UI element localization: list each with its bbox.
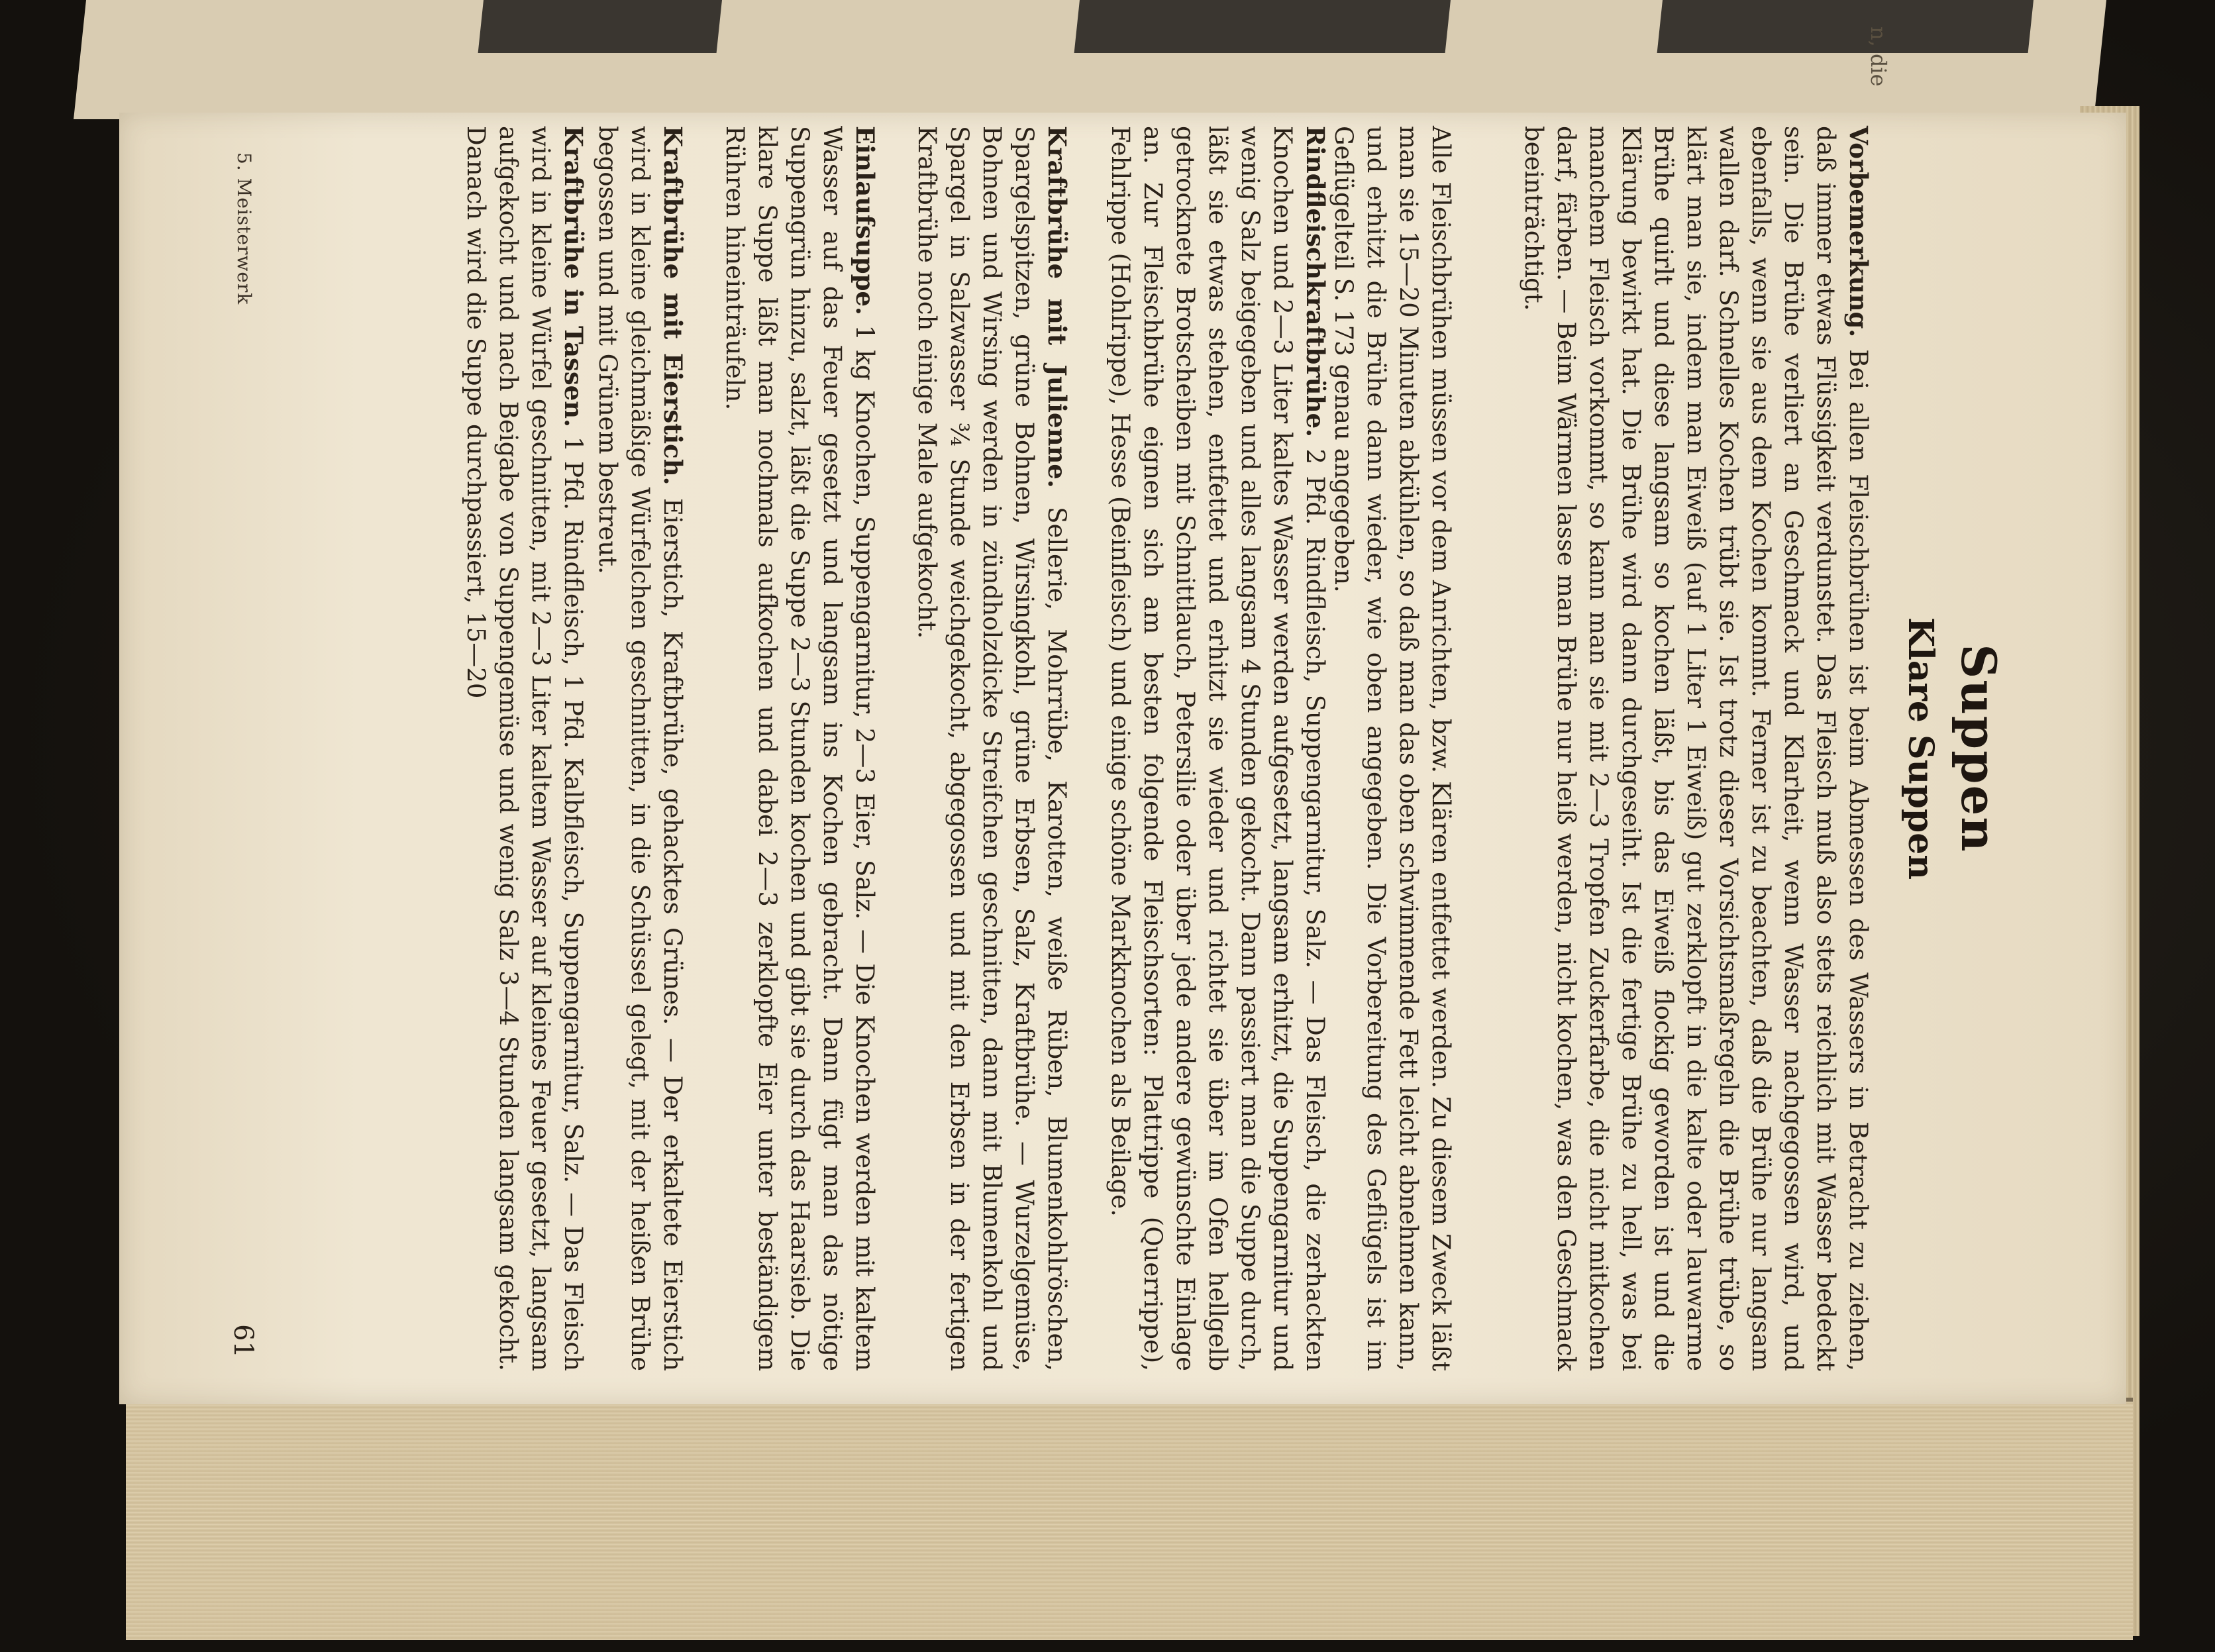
paragraph-text: Alle Fleischbrühen müssen vor dem Anrichten, bzw. Klären entfettet werden. Zu diesem Zweck läßt man sie 15—20 Minuten abkühlen, so daß man das oben schwimmende Fett leicht abnehmen kann, und erhitzt die Brühe dann wieder, wie oben angegeben. Die Vorbereitung des Geflügels ist im Geflügelteil S. 173 genau angegeben. (1329, 126, 1455, 1371)
paragraph-lead: Kraftbrühe in Tassen. (559, 126, 588, 428)
paragraph-text: 2 Pfd. Rindfleisch, Suppengarnitur, Salz. — Das Fleisch, die zerhackten Knochen und 2—3 Liter kaltes Wasser werden aufgesetzt, langsam erhitzt, die Suppengarnitur und wenig Salz beigegeben und alles langsam 4 Stunden gekocht. Dann passiert man die Suppe durch, läßt sie etwas stehen, entfettet und erhitzt sie wieder und richtet sie über im Ofen hellgelb getrocknete Brotscheiben mit Schnittlauch, Petersilie oder über jede andere gewünschte Einlage an. Zur Fleischbrühe eignen sich am besten folgende Fleischsorten: Plattrippe (Querrippe), Fehlrippe (Hohlrippe), Hesse (Beinfleisch) und einige schöne Markknochen als Beilage. (1106, 126, 1329, 1371)
page-content (185, 126, 2014, 1371)
paragraph-lead: Rindfleischkraftbrühe. (1301, 126, 1330, 438)
paragraph (1104, 126, 1331, 1371)
previous-page-fragment: n, die (1866, 26, 1891, 87)
paragraph (592, 126, 689, 1371)
paragraph-text: 1 Pfd. Rindfleisch, 1 Pfd. Kalbfleisch, Suppengarnitur, Salz. — Das Fleisch wird in kleine Würfel geschnitten, mit 2—3 Liter kaltem Wasser auf kleines Feuer gesetzt, langsam aufgekocht und nach Beigabe von Suppengemüse und wenig Salz 3—4 Stunden langsam gekocht. Danach wird die Suppe durchpassiert, 15—20 (462, 126, 588, 1371)
page-number: 61 (228, 1324, 258, 1358)
paragraph-lead: Kraftbrühe mit Eierstich. (658, 126, 688, 486)
paragraph-text: Eierstich, Kraftbrühe, gehacktes Grünes. — Der erkaltete Eierstich wird in kleine gleichmäßige Würfelchen geschnitten, in die Schüssel gelegt, mit der heißen Brühe begossen und mit Grünem bestreut. (593, 126, 687, 1371)
section-title: Klare Suppen (1900, 617, 1941, 880)
previous-page-photo (1074, 0, 1451, 53)
paragraph-text: Sellerie, Mohrrübe, Karotten, weiße Rüben, Blumenkohlröschen, Spargelspitzen, grüne Bohnen, Wirsingkohl, grüne Erbsen, Salz, Kraftbrühe. — Wurzelgemüse, Bohnen und Wirsing werden in zündholzdicke Streifchen geschnitten, dann mit Blumenkohl und Spargel in Salzwasser ¾ Stunde weichgekocht, abgegossen und mit den Erbsen in der fertigen Kraftbrühe noch einige Male aufgekocht. (913, 126, 1071, 1371)
previous-page-photo (1657, 0, 2034, 53)
paragraph-text: Bei allen Fleischbrühen ist beim Abmessen des Wassers in Betracht zu ziehen, daß immer etwas Flüssigkeit verdunstet. Das Fleisch muß also stets reichlich mit Wasser bedeckt sein. Die Brühe verliert an Geschmack und Klarheit, wenn Wasser nachgegossen wird, und ebenfalls, wenn sie aus dem Kochen kommt. Ferner ist zu beachten, daß die Brühe nur langsam wallen darf. Schnelles Kochen trübt sie. Ist trotz dieser Vorsichtsmaßregeln die Brühe trübe, so klärt man sie, indem man Eiweiß (auf 1 Liter 1 Eiweiß) gut zerklopft in die kalte oder lauwarme Brühe quirlt und diese langsam so kochen läßt, bis das Eiweiß flockig geworden ist und die Klärung bewirkt hat. Die Brühe wird dann durchgeseiht. Ist die fertige Brühe zu hell, was bei manchem Fleisch vorkommt, so kann man sie mit 2—3 Tropfen Zuckerfarbe, die nicht mitkochen darf, färben. — Beim Wärmen lasse man Brühe nur heiß werden, nicht kochen, was den Geschmack beeinträchtigt. (1520, 126, 1873, 1371)
paragraph-lead: Vorbemerkung. (1844, 126, 1873, 338)
paragraph (719, 126, 881, 1371)
page-edges-bottom (126, 1398, 2133, 1640)
previous-page (74, 0, 2106, 119)
paragraph-lead: Kraftbrühe mit Julienne. (1043, 126, 1072, 488)
paragraph (1327, 126, 1457, 1371)
previous-page-photo (478, 0, 722, 53)
paragraph (1518, 126, 1875, 1371)
paragraph-lead: Einlaufsuppe. (850, 126, 880, 315)
paragraph (911, 126, 1073, 1371)
page-title: Suppen (1951, 644, 2007, 853)
paragraph (460, 126, 590, 1371)
paragraph-text: 1 kg Knochen, Suppengarnitur, 2—3 Eier, Salz. — Die Knochen werden mit kaltem Wasser auf das Feuer gesetzt und langsam ins Kochen gebracht. Dann fügt man das nötige Suppengrün hinzu, salzt, läßt die Suppe 2—3 Stunden kochen und gibt sie durch das Haarsieb. Die klare Suppe läßt man nochmals aufkochen und dabei 2—3 zerklopfte Eier unter beständigem Rühren hineinträufeln. (721, 126, 879, 1371)
signature-mark: 5. Meisterwerk (233, 152, 255, 305)
